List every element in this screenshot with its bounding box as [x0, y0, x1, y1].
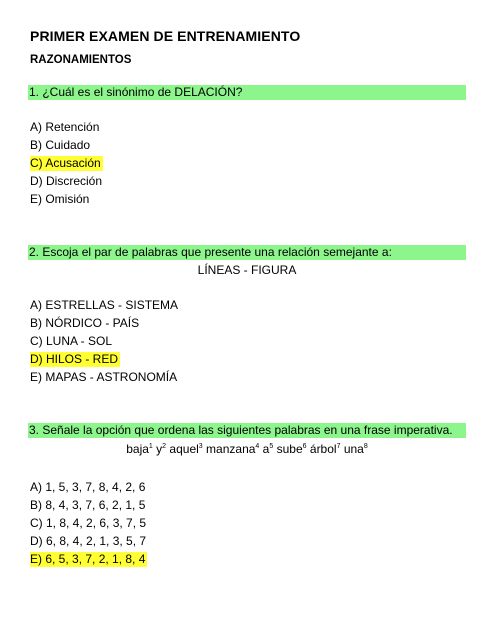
q3-word: árbol: [309, 442, 337, 456]
q3-option-d: D) 6, 8, 4, 2, 1, 3, 5, 7: [30, 534, 147, 548]
q2-word-pair: LÍNEAS - FIGURA: [197, 263, 297, 277]
q3-option-e: E) 6, 5, 3, 7, 2, 1, 8, 4: [30, 552, 146, 566]
q2-option-e: E) MAPAS - ASTRONOMÍA: [30, 370, 178, 384]
q3-word-number: 8: [363, 443, 368, 450]
q2-option-b: B) NÓRDICO - PAÍS: [30, 316, 140, 330]
q3-word: aquel: [169, 442, 199, 456]
q1-option-b: B) Cuidado: [30, 138, 91, 152]
q2-option-d: D) HILOS - RED: [30, 352, 119, 366]
q3-word-number: 6: [302, 443, 307, 450]
q3-word-number: 1: [148, 443, 153, 450]
q3-option-a: A) 1, 5, 3, 7, 8, 4, 2, 6: [30, 480, 146, 494]
q3-word: sube: [276, 442, 303, 456]
q1-option-c: C) Acusación: [30, 156, 101, 170]
q3-option-c: C) 1, 8, 4, 2, 6, 3, 7, 5: [30, 516, 147, 530]
q3-word: baja: [126, 442, 149, 456]
q3-option-b: B) 8, 4, 3, 7, 6, 2, 1, 5: [30, 498, 146, 512]
q1-option-e: E) Omisión: [30, 192, 90, 206]
q3-word: a: [262, 442, 270, 456]
q3-word: manzana: [206, 442, 256, 456]
q2-option-a: A) ESTRELLAS - SISTEMA: [30, 298, 179, 312]
question-1: 1. ¿Cuál es el sinónimo de DELACIÓN?: [28, 85, 466, 100]
q3-word-number: 5: [269, 443, 274, 450]
q1-option-d: D) Discreción: [30, 174, 103, 188]
q3-word: y: [156, 442, 163, 456]
q3-word-number: 4: [255, 443, 260, 450]
question-3: 3. Señale la opción que ordena las siguientes palabras en una frase imperativa.: [28, 423, 466, 438]
q3-word-number: 2: [162, 443, 167, 450]
q2-option-c: C) LUNA - SOL: [30, 334, 113, 348]
q3-word-number: 7: [336, 443, 341, 450]
q3-word-list: [28, 442, 466, 457]
section-heading: RAZONAMIENTOS: [30, 54, 132, 66]
q3-word: una: [343, 442, 364, 456]
q3-word-number: 3: [198, 443, 203, 450]
q1-option-a: A) Retención: [30, 120, 100, 134]
question-2: 2. Escoja el par de palabras que presente una relación semejante a:: [28, 245, 466, 260]
exam-title: PRIMER EXAMEN DE ENTRENAMIENTO: [30, 28, 301, 44]
